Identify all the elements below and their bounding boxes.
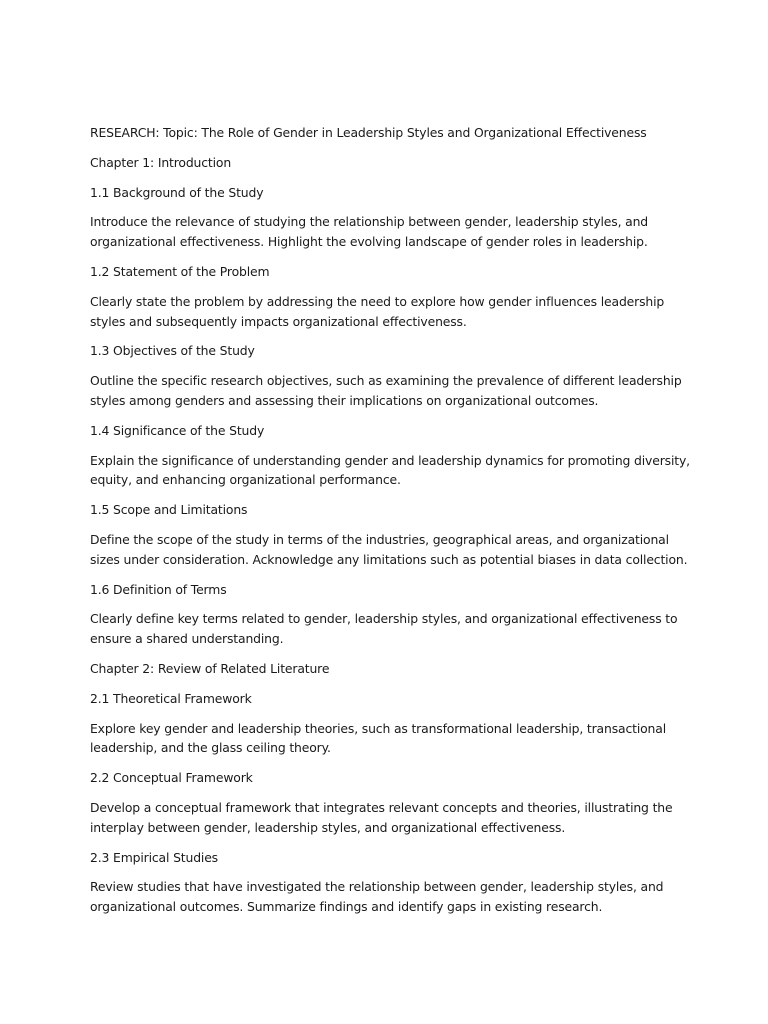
section-2-3-paragraph: Review studies that have investigated the relationship between gender, leadership styles, and organizational outcomes. Summarize findings and identify gaps in existing research. [90, 879, 664, 915]
section-2-1-paragraph: Explore key gender and leadership theories, such as transformational leadership, transactional leadership, and the glass ceiling theory. [90, 720, 666, 756]
document-title: RESEARCH: Topic: The Role of Gender in Leadership Styles and Organizational Effectiveness [90, 125, 647, 140]
section-1-2-heading: 1.2 Statement of the Problem [90, 263, 270, 279]
section-2-1-heading: 2.1 Theoretical Framework [90, 690, 252, 706]
section-1-2-paragraph: Clearly state the problem by addressing the need to explore how gender influences leadership styles and subsequently impacts organizational effectiveness. [90, 293, 665, 329]
section-1-3-paragraph: Outline the specific research objectives, such as examining the prevalence of different leadership styles among genders and assessing their implications on organizational outcomes. [90, 373, 682, 408]
section-1-5-heading: 1.5 Scope and Limitations [90, 502, 248, 518]
section-2-3-heading: 2.3 Empirical Studies [90, 849, 218, 865]
document-page [90, 123, 690, 927]
section-1-4-paragraph: Explain the significance of understanding gender and leadership dynamics for promoting diversity, equity, and enhancing organizational performance. [90, 452, 690, 488]
section-1-1-paragraph: Introduce the relevance of studying the relationship between gender, leadership styles, and organizational effectiveness. Highlight the evolving landscape of gender roles in leadership. [90, 214, 649, 250]
chapter-2-heading: Chapter 2: Review of Related Literature [90, 660, 330, 676]
section-2-2-heading: 2.2 Conceptual Framework [90, 770, 253, 786]
section-1-6-paragraph: Clearly define key terms related to gender, leadership styles, and organizational effectiveness to ensure a shared understanding. [90, 611, 678, 647]
section-1-4-heading: 1.4 Significance of the Study [90, 422, 265, 438]
section-1-5-paragraph: Define the scope of the study in terms of the industries, geographical areas, and organizational sizes under consideration. Acknowledge any limitations such as potential biases in data collection. [90, 531, 688, 567]
section-1-3-heading: 1.3 Objectives of the Study [90, 343, 255, 359]
chapter-1-heading: Chapter 1: Introduction [90, 154, 232, 170]
section-1-6-heading: 1.6 Definition of Terms [90, 581, 227, 597]
section-2-2-paragraph: Develop a conceptual framework that integrates relevant concepts and theories, illustrating the interplay between gender, leadership styles, and organizational effectiveness. [90, 799, 673, 835]
section-1-1-heading: 1.1 Background of the Study [90, 184, 264, 200]
